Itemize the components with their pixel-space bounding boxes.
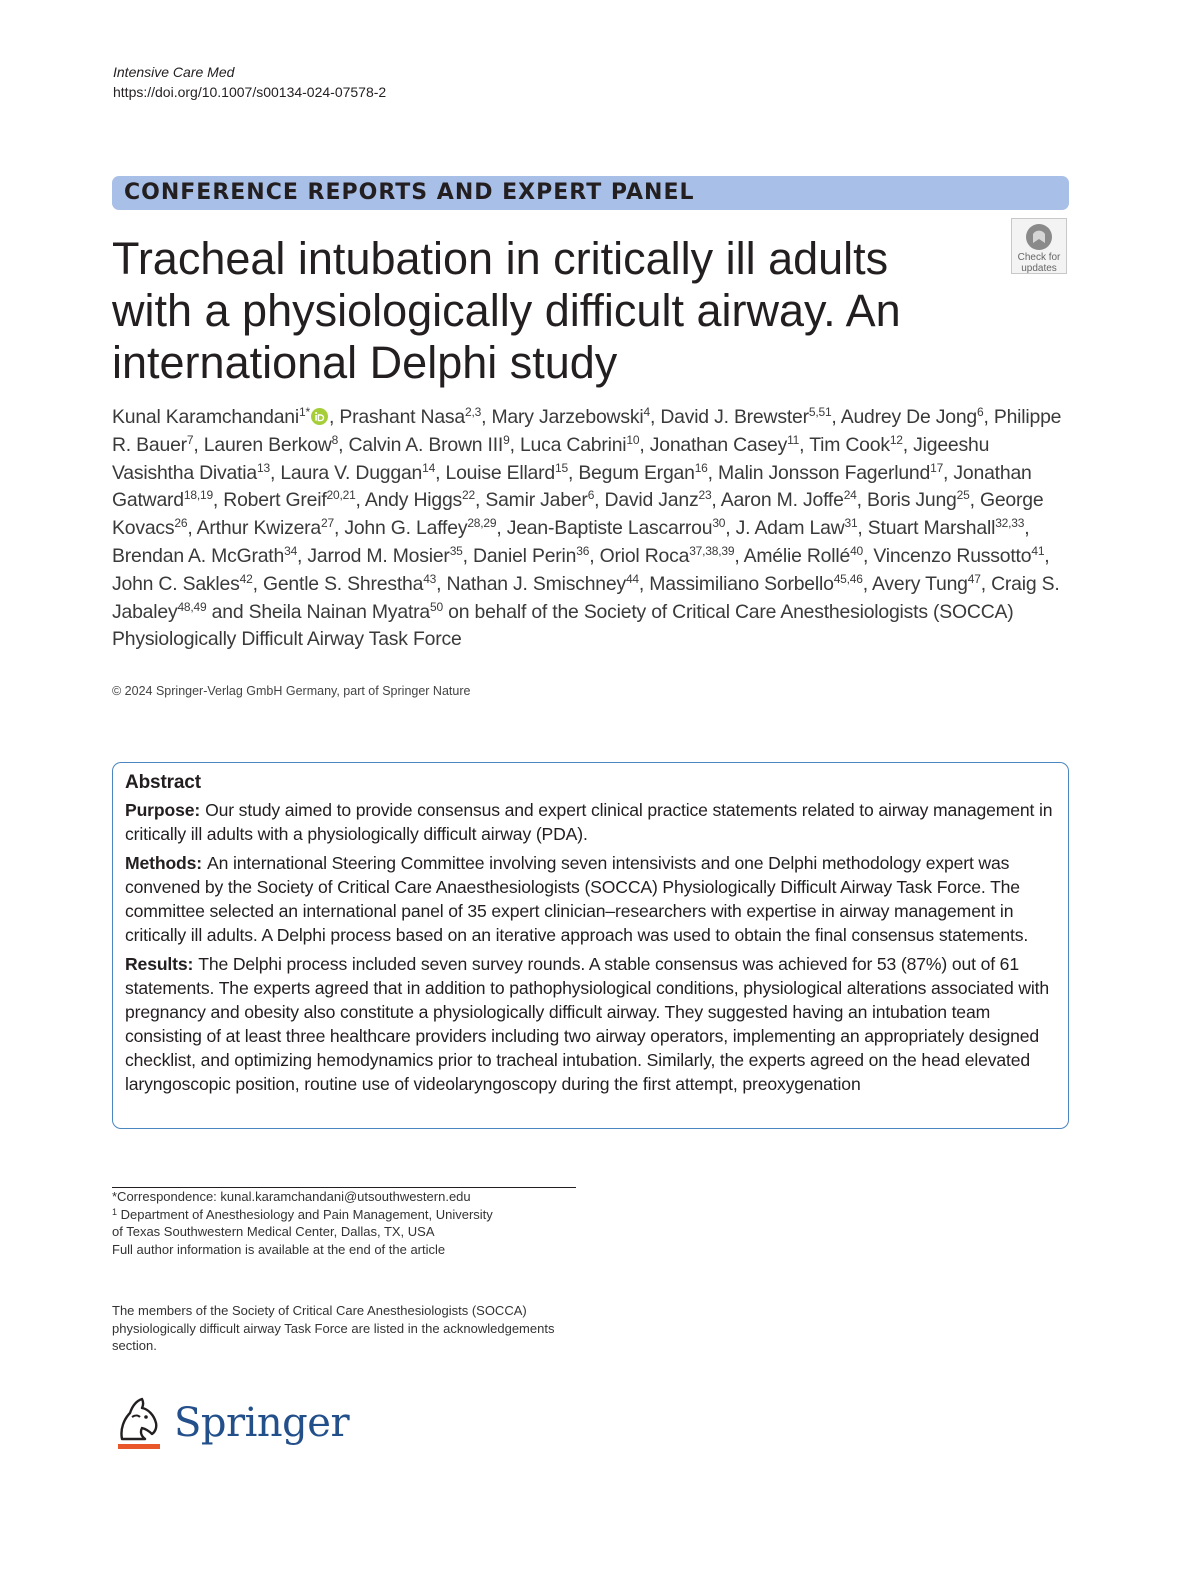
author-entry — [650, 434, 799, 456]
author-affiliation-sup: 41 — [1031, 543, 1045, 558]
orcid-icon[interactable] — [311, 408, 328, 425]
author-entry — [339, 406, 481, 428]
author-entry — [263, 573, 436, 595]
affiliation-sup: 1 — [112, 1206, 118, 1217]
author-entry — [721, 489, 857, 511]
author-affiliation-sup: 2,3 — [465, 405, 482, 419]
author-name[interactable]: Stuart Marshall — [867, 517, 996, 540]
author-entry — [744, 545, 863, 567]
author-name[interactable]: Samir Jaber — [485, 489, 588, 512]
author-entry — [447, 573, 639, 595]
abstract-results — [125, 952, 1056, 1096]
abstract-methods — [125, 851, 1056, 947]
author-entry — [660, 406, 831, 428]
doi-link[interactable]: https://doi.org/10.1007/s00134-024-07578-2 — [113, 84, 387, 100]
author-affiliation-sup: 24 — [843, 488, 857, 503]
author-affiliation-sup: 18,19 — [183, 488, 213, 503]
author-affiliation-sup: 31 — [844, 516, 858, 531]
check-for-updates-badge[interactable] — [1011, 218, 1067, 274]
author-entry — [867, 489, 970, 511]
abstract-label: Results: — [125, 954, 194, 974]
author-name[interactable]: Jonathan Casey — [649, 433, 788, 456]
author-affiliation-sup: 45,46 — [833, 571, 863, 586]
author-name[interactable]: Gentle S. Shrestha — [262, 572, 424, 595]
author-entry — [485, 489, 594, 511]
author-name[interactable]: Luca Cabrini — [519, 433, 627, 456]
author-entry — [307, 545, 462, 567]
author-affiliation-sup: 6 — [587, 488, 595, 503]
author-name[interactable]: David J. Brewster — [660, 406, 809, 428]
author-entry — [112, 406, 329, 428]
author-affiliation-sup: 43 — [423, 571, 437, 586]
journal-header — [113, 62, 386, 102]
author-entry — [223, 489, 355, 511]
springer-horse-icon — [112, 1395, 164, 1455]
affiliation-line: Department of Anesthesiology and Pain Management, University — [120, 1206, 493, 1222]
author-name[interactable]: Nathan J. Smischney — [446, 572, 626, 595]
author-name[interactable]: John G. Laffey — [344, 517, 468, 540]
abstract-text: Our study aimed to provide consensus and expert clinical practice statements related to airway management in critically ill adults with a physiologically difficult airway (PDA). — [125, 800, 1053, 844]
author-entry — [520, 434, 639, 456]
author-affiliation-sup: 16 — [694, 460, 708, 475]
abstract-label: Purpose: — [125, 800, 201, 820]
author-connector: and — [206, 600, 249, 623]
author-affiliation-sup: 32,33 — [995, 516, 1025, 531]
author-affiliation-sup: 20,21 — [326, 488, 356, 503]
author-affiliation-sup: 6 — [976, 405, 984, 419]
author-name[interactable]: Jean-Baptiste Lascarrou — [506, 517, 713, 540]
author-affiliation-sup: 42 — [239, 571, 253, 586]
author-entry — [736, 517, 858, 539]
author-name[interactable]: Calvin A. Brown III — [348, 433, 504, 456]
author-affiliation-sup: 17 — [930, 460, 944, 475]
author-affiliation-sup: 4 — [643, 405, 650, 419]
author-affiliation-sup: 25 — [956, 488, 970, 503]
author-affiliation-sup: 35 — [449, 543, 463, 558]
article-title — [112, 233, 982, 389]
author-entry — [809, 434, 903, 456]
springer-wordmark: Springer — [174, 1400, 350, 1446]
author-name[interactable]: Begum Ergan — [578, 461, 695, 484]
author-affiliation-sup: 26 — [174, 516, 188, 531]
copyright-notice: © 2024 Springer-Verlag GmbH Germany, part of Springer Nature — [112, 684, 471, 698]
author-affiliation-sup: 50 — [430, 599, 443, 614]
author-name[interactable]: J. Adam Law — [735, 517, 845, 540]
abstract-box — [112, 762, 1069, 1129]
author-affiliation-sup: 14 — [422, 460, 436, 475]
author-name[interactable]: Jonathan Gatward — [112, 461, 1032, 512]
author-entry — [112, 573, 253, 595]
title-line: Tracheal intubation in critically ill adults — [112, 233, 889, 284]
author-entry — [197, 517, 334, 539]
author-name[interactable]: Massimiliano Sorbello — [649, 572, 834, 595]
author-name[interactable]: David Janz — [604, 489, 699, 512]
author-affiliation-sup: 8 — [331, 432, 339, 447]
title-line: international Delphi study — [112, 337, 618, 388]
author-affiliation-sup: 28,29 — [467, 516, 497, 531]
author-name[interactable]: Kunal Karamchandani — [112, 406, 300, 428]
correspondence-email[interactable]: *Correspondence: kunal.karamchandani@utsouthwestern.edu — [112, 1189, 471, 1204]
check-updates-line2: updates — [1021, 263, 1057, 274]
author-affiliation-sup: 47 — [967, 571, 981, 586]
author-entry — [249, 601, 443, 623]
springer-logo — [112, 1395, 350, 1455]
author-name[interactable]: Andy Higgs — [364, 489, 463, 512]
check-updates-line1: Check for — [1017, 252, 1061, 263]
author-affiliation-sup: 22 — [462, 488, 475, 503]
author-affiliation-sup: 37,38,39 — [689, 543, 735, 558]
author-entry — [112, 545, 297, 567]
task-force-note: The members of the Society of Critical Care Anesthesiologists (SOCCA) physiologically difficult airway Task Force are listed in the acknowledgements section. — [112, 1303, 555, 1353]
author-group-note: on behalf of the Society of Critical Care Anesthesiologists (SOCCA) Physiologically Difficult Airway Task Force — [112, 600, 1014, 651]
author-entry — [348, 434, 509, 456]
author-name[interactable]: Audrey De Jong — [840, 406, 977, 428]
author-name[interactable]: Amélie Rollé — [743, 544, 851, 567]
author-affiliation-sup: 5,51 — [808, 405, 832, 419]
author-entry — [280, 462, 435, 484]
author-name[interactable]: Daniel Perin — [473, 544, 577, 567]
author-name[interactable]: Laura V. Duggan — [280, 461, 423, 484]
article-type-banner: CONFERENCE REPORTS AND EXPERT PANEL — [112, 176, 1069, 210]
author-affiliation-sup: 30 — [712, 516, 726, 531]
author-name[interactable]: Louise Ellard — [445, 461, 555, 484]
author-name[interactable]: John C. Sakles — [112, 572, 240, 595]
author-name[interactable]: Jigeeshu Vasishtha Divatia — [112, 433, 990, 484]
author-entry — [204, 434, 338, 456]
affiliation-line: of Texas Southwestern Medical Center, Dallas, TX, USA — [112, 1224, 435, 1239]
author-name[interactable]: Craig S. Jabaley — [112, 572, 1060, 623]
author-list: Kunal Karamchandani$^{1*}$ , Prashant Nasa$^{2,3}$, Mary Jarzebowski$^4$, David J. Brewster$^{5,51}$, Audrey De Jong$^6$, Philippe R. Bauer$^7$, Lauren Berkow$^8$, Calvin A. Brown III$^9$, Luca Cabrini$^{10}$, Jonathan Casey$^{11}$, Tim Cook$^{12}$, Jigeeshu Vasishtha Divatia$^{13}$, Laura V. Duggan$^{14}$, Louise Ellard$^{15}$, Begum Ergan$^{16}$, Malin Jonsson Fagerlund$^{17}$, Jonathan Gatward$^{18,19}$, Robert Greif$^{20,21}$, Andy Higgs$^{22}$, Samir Jaber$^6$, David Janz$^{23}$, Aaron M. Joffe$^{24}$, Boris Jung$^{25}$, George Kovacs$^{26}$, Arthur Kwizera$^{27}$, John G. Laffey$^{28,29}$, Jean-Baptiste Lascarrou$^{30}$, J. Adam Law$^{31}$, Stuart Marshall$^{32,33}$, Brendan A. McGrath$^{34}$, Jarrod M. Mosier$^{35}$, Daniel Perin$^{36}$, Oriol Roca$^{37,38,39}$, Amélie Rollé$^{40}$, Vincenzo Russotto$^{41}$, John C. Sakles$^{42}$, Gentle S. Shrestha$^{43}$, Nathan J. Smischney$^{44}$, Massimiliano Sorbello$^{45,46}$, Avery Tung$^{47}$, Craig S. Jabaley$^{48,49}$ and Sheila Nainan Myatra$^{50}$ on behalf of the Society of Critical Care Anesthesiologists (SOCCA) Physiologically Difficult Airway Task Force — [112, 405, 1062, 651]
author-entry — [365, 489, 475, 511]
author-name[interactable]: Avery Tung — [872, 572, 968, 595]
author-affiliation-sup: 13 — [256, 460, 270, 475]
journal-name: Intensive Care Med — [113, 64, 235, 80]
author-affiliation-sup: 10 — [626, 432, 640, 447]
author-name[interactable]: Lauren Berkow — [203, 433, 332, 456]
author-affiliation-sup: 23 — [698, 488, 712, 503]
author-affiliation-sup: 1* — [299, 405, 310, 419]
author-entry — [578, 462, 707, 484]
author-affiliation-sup: 48,49 — [177, 599, 207, 614]
author-affiliation-sup: 12 — [889, 432, 903, 447]
author-name[interactable]: Tim Cook — [809, 433, 890, 456]
abstract-heading: Abstract — [125, 772, 201, 793]
author-entry — [605, 489, 712, 511]
author-affiliation-sup: 36 — [576, 543, 590, 558]
author-name[interactable]: Vincenzo Russotto — [873, 544, 1032, 567]
author-name[interactable]: Aaron M. Joffe — [720, 489, 844, 512]
author-entry — [491, 406, 649, 428]
author-entry — [344, 517, 496, 539]
author-name[interactable]: Mary Jarzebowski — [491, 406, 644, 428]
abstract-purpose — [125, 798, 1056, 846]
author-name[interactable]: Oriol Roca — [599, 544, 690, 567]
abstract-label: Methods: — [125, 853, 202, 873]
author-entry — [841, 406, 984, 428]
author-entry — [718, 462, 943, 484]
author-name[interactable]: Malin Jonsson Fagerlund — [718, 461, 931, 484]
author-entry — [507, 517, 726, 539]
author-entry — [473, 545, 589, 567]
author-affiliation-sup: 9 — [503, 432, 510, 447]
abstract-text: An international Steering Committee involving seven intensivists and one Delphi methodology expert was convened by the Society of Critical Care Anaesthesiologists (SOCCA) Physiologically Difficult Airway Task Force. The committee selected an international panel of 35 expert clinician–researchers with expertise in airway management in critically ill adults. A Delphi process based on an iterative approach was used to obtain the final consensus statements. — [125, 853, 1029, 945]
author-entry — [649, 573, 862, 595]
author-name[interactable]: George Kovacs — [112, 489, 1044, 540]
author-affiliation-sup: 40 — [850, 543, 864, 558]
author-entry — [445, 462, 567, 484]
footnotes — [112, 1188, 582, 1258]
author-entry — [873, 545, 1044, 567]
affiliation-1 — [112, 1206, 582, 1224]
author-entry — [872, 573, 981, 595]
author-affiliation-sup: 27 — [321, 516, 334, 531]
author-name[interactable]: Philippe R. Bauer — [112, 406, 1062, 456]
full-author-info: Full author information is available at the end of the article — [112, 1241, 446, 1257]
author-name[interactable]: Arthur Kwizera — [196, 517, 322, 540]
author-affiliation-sup: 15 — [555, 460, 568, 475]
author-name[interactable]: Jarrod M. Mosier — [307, 544, 450, 567]
author-affiliation-sup: 44 — [625, 571, 639, 586]
author-name[interactable]: Boris Jung — [867, 489, 957, 512]
author-name[interactable]: Brendan A. McGrath — [112, 544, 285, 567]
author-name[interactable]: Robert Greif — [223, 489, 327, 512]
title-line: with a physiologically difficult airway. An — [112, 285, 901, 336]
abstract-text: The Delphi process included seven survey rounds. A stable consensus was achieved for 53 (87%) out of 61 statements. The experts agreed that in addition to pathophysiological conditions, physiological alterations associated with pregnancy and obesity also constitute a physiologically difficult airway. They suggested having an intubation team consisting of at least three healthcare providers including two airway operators, implementing an appropriately designed checklist, and optimizing hemodynamics prior to tracheal intubation. Similarly, the experts agreed on the head elevated laryngoscopic position, routine use of videolaryngoscopy during the first attempt, preoxygenation — [125, 954, 1050, 1094]
author-name[interactable]: Sheila Nainan Myatra — [248, 600, 430, 623]
check-updates-icon — [1024, 222, 1054, 252]
author-name[interactable]: Prashant Nasa — [339, 406, 466, 428]
author-affiliation-sup: 34 — [284, 543, 298, 558]
author-affiliation-sup: 7 — [186, 432, 194, 447]
author-affiliation-sup: 11 — [787, 432, 800, 447]
author-entry — [868, 517, 1024, 539]
author-entry — [600, 545, 735, 567]
